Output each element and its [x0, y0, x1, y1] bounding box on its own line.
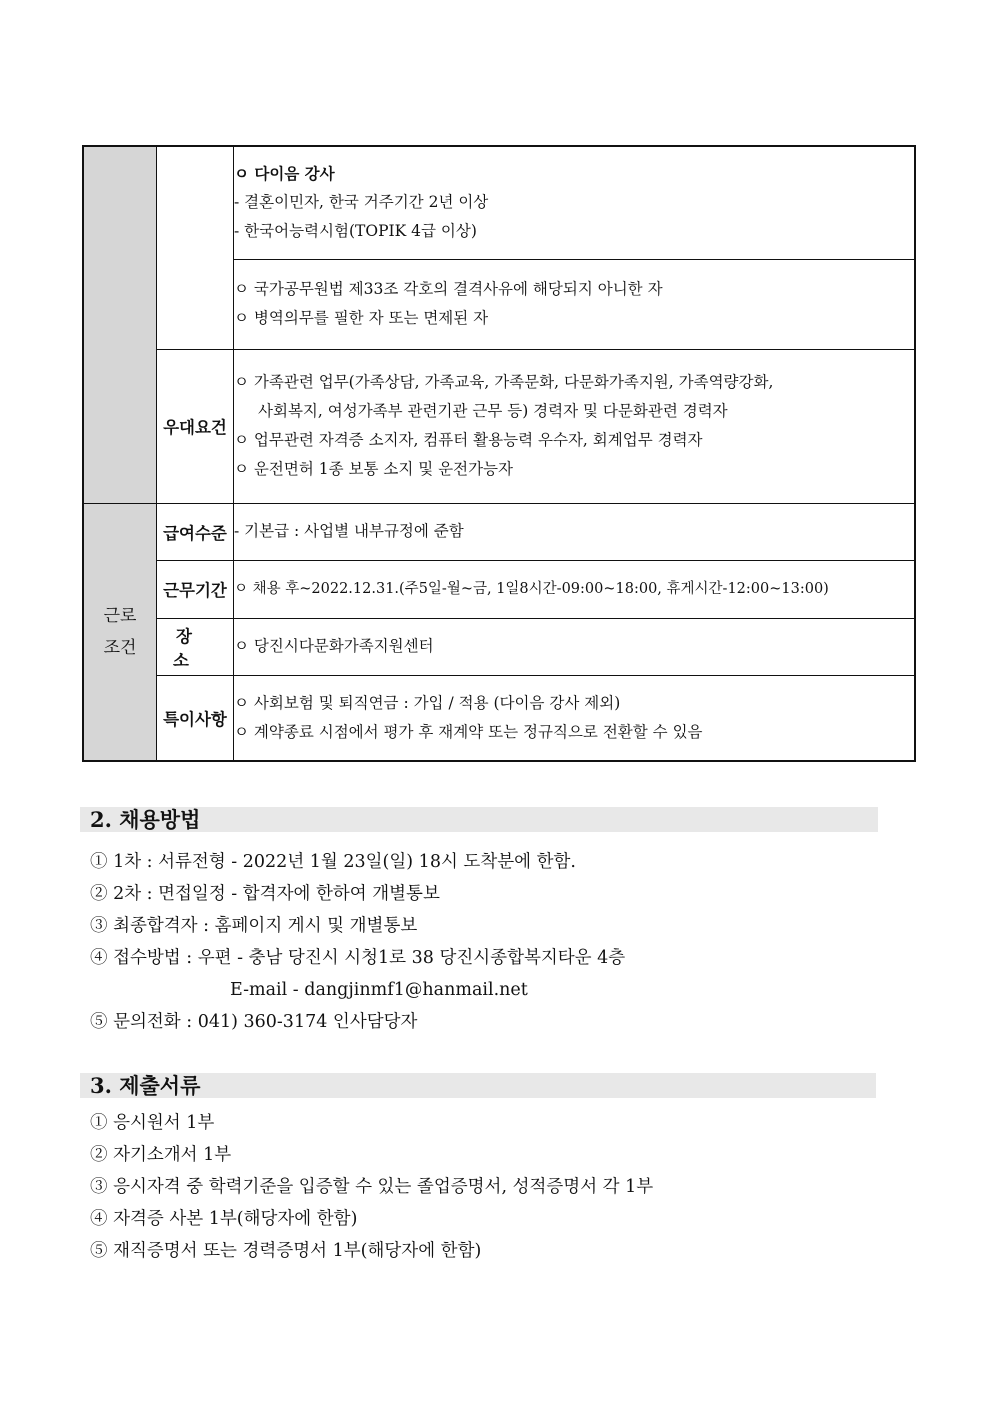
teacher-qualification-cell — [234, 146, 916, 259]
teacher-line: - 결혼이민자, 한국 거주기간 2년 이상 — [234, 193, 489, 212]
list-item: ③ 최종합격자 : 홈페이지 게시 및 개별통보 — [90, 916, 418, 936]
salary-text — [234, 503, 916, 560]
special-cell — [234, 675, 916, 761]
preference-line: ㅇ 가족관련 업무(가족상담, 가족교육, 가족문화, 다문화가족지원, 가족역량강화, — [234, 373, 774, 391]
salary-value: - 기본급 : 사업별 내부규정에 준함 — [234, 522, 464, 540]
special-line: ㅇ 계약종료 시점에서 평가 후 재계약 또는 정규직으로 전환할 수 있음 — [234, 722, 703, 741]
section-3-list — [90, 1107, 653, 1267]
list-item: ⑤ 문의전화 : 041) 360-3174 인사담당자 — [90, 1012, 418, 1032]
teacher-title: ㅇ 다이음 강사 — [234, 164, 335, 184]
general-qualification-cell — [234, 259, 916, 349]
salary-label: 급여수준 — [157, 503, 234, 560]
list-item: ② 2차 : 면접일정 - 합격자에 한하여 개별통보 — [90, 884, 440, 904]
list-item-email: E-mail - dangjinmf1@hanmail.net — [230, 980, 528, 1000]
list-item: ⑤ 재직증명서 또는 경력증명서 1부(해당자에 한함) — [90, 1241, 482, 1261]
place-label — [157, 618, 234, 675]
period-label: 근무기간 — [157, 560, 234, 618]
place-value: ㅇ 당진시다문화가족지원센터 — [234, 637, 434, 655]
special-label: 특이사항 — [157, 675, 234, 761]
period-text — [234, 560, 916, 618]
section-3-title: 3. 제출서류 — [80, 1073, 876, 1098]
preference-line: ㅇ 운전면허 1종 보통 소지 및 운전가능자 — [234, 460, 513, 478]
period-value: ㅇ 채용 후~2022.12.31.(주5일-월~금, 1일8시간-09:00~18:00, 휴게시간-12:00~13:00) — [234, 580, 829, 597]
general-line: ㅇ 국가공무원법 제33조 각호의 결격사유에 해당되지 아니한 자 — [234, 280, 663, 298]
preference-cell — [234, 349, 916, 503]
list-item: ③ 응시자격 중 학력기준을 입증할 수 있는 졸업증명서, 성적증명서 각 1부 — [90, 1177, 654, 1197]
preference-label: 우대요건 — [157, 349, 234, 503]
general-line: ㅇ 병역의무를 필한 자 또는 면제된 자 — [234, 309, 489, 327]
category-cell-qualification — [83, 146, 157, 503]
list-item: ① 1차 : 서류전형 - 2022년 1월 23일(일) 18시 도착분에 한함. — [90, 852, 576, 872]
category-label-line: 조건 — [103, 637, 137, 658]
subcategory-cell-qualification — [157, 146, 234, 349]
category-cell-conditions — [83, 503, 157, 761]
list-item: ④ 접수방법 : 우편 - 충남 당진시 시청1로 38 당진시종합복지타운 4층 — [90, 948, 626, 968]
preference-line: ㅇ 업무관련 자격증 소지자, 컴퓨터 활용능력 우수자, 회계업무 경력자 — [234, 431, 703, 449]
place-label-text: 장 소 — [173, 626, 220, 670]
place-text — [234, 618, 916, 675]
list-item: ② 자기소개서 1부 — [90, 1145, 232, 1165]
category-label-line: 근로 — [103, 605, 137, 626]
requirements-table — [82, 145, 916, 762]
list-item: ④ 자격증 사본 1부(해당자에 한함) — [90, 1209, 358, 1229]
special-line: ㅇ 사회보험 및 퇴직연금 : 가입 / 적용 (다이음 강사 제외) — [234, 693, 621, 712]
section-2-title: 2. 채용방법 — [80, 807, 878, 832]
preference-line: 사회복지, 여성가족부 관련기관 근무 등) 경력자 및 다문화관련 경력자 — [258, 402, 728, 420]
teacher-line: - 한국어능력시험(TOPIK 4급 이상) — [234, 222, 477, 241]
list-item: ① 응시원서 1부 — [90, 1113, 215, 1133]
section-2-list — [90, 846, 625, 1038]
